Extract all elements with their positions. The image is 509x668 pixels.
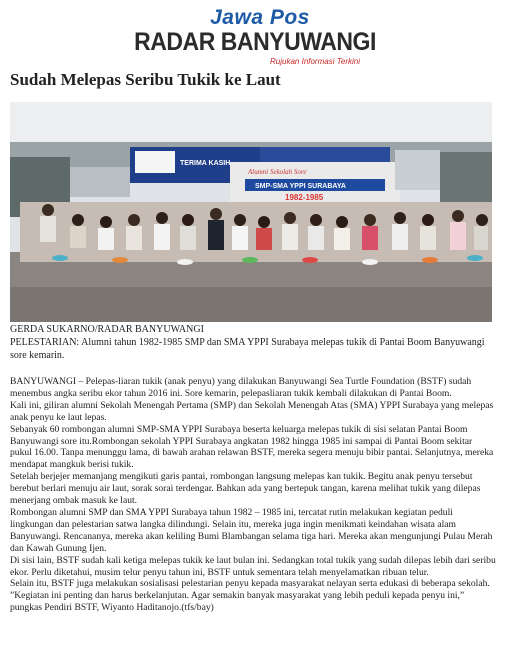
paragraph: Sebanyak 60 rombongan alumni SMP-SMA YPPI Surabaya beserta keluarga melepas tukik di sisi selatan Pantai Boom Banyuwangi sore itu.Rombongan sekolah YPPI Surabaya angkatan 1982 hingga 1985 ini sampai di Pantai Boom sekitar pukul 16.00. Tanpa menunggu lama, di bawah arahan relawan BSTF, mereka segera menuju bibir pantai. Selanjutnya, mereka mendapat mangkuk berisi tukik. bbox=[10, 423, 494, 471]
paragraph: Kali ini, giliran alumni Sekolah Menengah Pertama (SMP) dan Sekolah Menengah Atas (SMA) YPPI Surabaya yang melepas anak penyu ke laut lepas. bbox=[10, 399, 494, 423]
masthead-title: RADAR BANYUWANGI bbox=[134, 28, 376, 56]
article-body bbox=[10, 376, 496, 614]
article-photo bbox=[10, 102, 492, 322]
banner-text-3: SMP-SMA YPPI SURABAYA bbox=[255, 183, 346, 190]
paragraph: Rombongan alumni SMP dan SMA YPPI Surabaya tahun 1982 – 1985 ini, tercatat rutin melakukan kegiatan peduli lingkungan dan pelestarian satwa langka dilindungi. Selain itu, mereka juga ingin menikmati keindahan wisata alam Banyuwangi. Rencananya, mereka akan keliling Bumi Blambangan selama tiga hari. Mereka akan mengunjungi Pulau Merah dan Kawah Gunung Ijen. bbox=[10, 506, 493, 554]
masthead bbox=[0, 6, 509, 70]
masthead-tagline: Rujukan Informasi Terkini bbox=[270, 57, 360, 66]
paragraph: Di sisi lain, BSTF sudah kali ketiga melepas tukik ke laut bulan ini. Sedangkan total tukik yang sudah dilepas lebih dari seribu ekor. Perlu diketahui, musim telur penyu tahun ini, BSTF untuk sementara telah menyelamatkan ribuan telur. bbox=[10, 554, 496, 578]
beach-photo-image bbox=[10, 102, 492, 322]
paragraph: Setelah berjejer memanjang mengikuti garis pantai, rombongan langsung melepas kan tukik. Begitu anak penyu tersebut berebut berlari menuju air laut, sorak sorai terdengar. Bahkan ada yang bertepuk tangan, karena melihat tukik yang dilepas menerjang ombak masuk ke laut. bbox=[10, 471, 481, 507]
banner-text-4: 1982-1985 bbox=[285, 193, 324, 202]
paragraph: Selain itu, BSTF juga melakukan sosialisasi pelestarian penyu kepada masyarakat nelayan serta edukasi di beberapa sekolah. ”Kegiatan ini penting dan harus berkelanjutan. Agar semakin banyak masyarakat yang lebih peduli kepada penyu ini,” pungkas Pendiri BSTF, Wiyanto Haditanojo.(tfs/bay) bbox=[10, 578, 490, 614]
paragraph: BANYUWANGI – Pelepas-liaran tukik (anak penyu) yang dilakukan Banyuwangi Sea Turtle Foundation (BSTF) sudah menembus angka seribu ekor tahun 2016 ini. Sore kemarin, pelepasliaran tukik kembali dilakukan di Pantai Boom. bbox=[10, 376, 472, 399]
photo-caption: PELESTARIAN: Alumni tahun 1982-1985 SMP dan SMA YPPI Surabaya melepas tukik di Pantai Boom Banyuwangi sore kemarin. bbox=[10, 337, 485, 361]
banner-text-1: TERIMA KASIH bbox=[180, 160, 231, 167]
photo-credit: GERDA SUKARNO/RADAR BANYUWANGI bbox=[10, 324, 204, 335]
masthead-jawapos: Jawa Pos bbox=[210, 6, 310, 29]
article-title: Sudah Melepas Seribu Tukik ke Laut bbox=[10, 70, 281, 89]
banner-text-2: Alumni Sekolah Sore bbox=[248, 168, 307, 176]
